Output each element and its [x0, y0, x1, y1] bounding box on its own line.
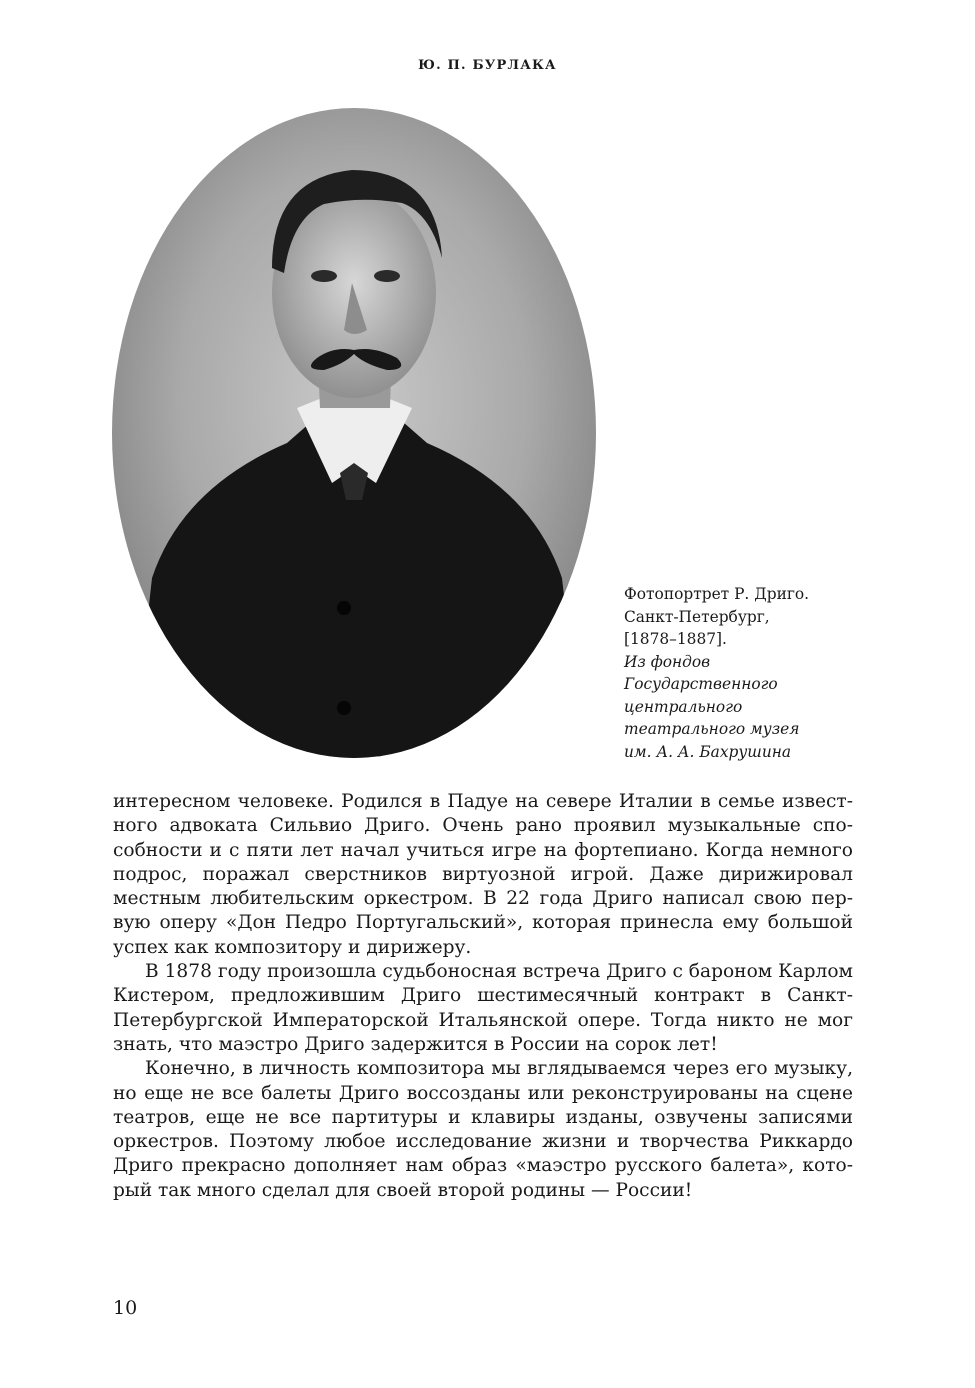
- caption-source-line: театрального музея: [624, 720, 800, 738]
- text-line: рый так много сделал для своей второй родины — России!: [113, 1179, 693, 1201]
- text-line: знать, что маэстро Дриго задержится в России на сорок лет!: [113, 1033, 718, 1055]
- text-line: собности и с пяти лет начал учиться игре на фортепиано. Когда немного: [113, 839, 853, 861]
- text-line: оркестров. Поэтому любое исследование жизни и творчества Риккардо: [113, 1131, 853, 1153]
- body-text: [113, 790, 853, 1203]
- text-line: интересном человеке. Родился в Падуе на севере Италии в семье извест-: [113, 791, 853, 812]
- text-line: В 1878 году произошла судьбоносная встреча Дриго с бароном Карлом: [145, 961, 853, 983]
- text-line: Дриго прекрасно дополняет нам образ «маэстро русского балета», кото-: [113, 1155, 853, 1177]
- page-number: 10: [113, 1297, 138, 1319]
- text-line: ного адвоката Сильвио Дриго. Очень рано проявил музыкальные спо-: [113, 815, 853, 837]
- caption-source-line: центрального: [624, 697, 743, 716]
- photo-caption: [624, 583, 884, 763]
- text-line: подрос, поражал сверстников виртуозной игрой. Даже дирижировал: [113, 863, 853, 885]
- paragraph-3: [113, 1057, 853, 1203]
- caption-line: Фотопортрет Р. Дриго.: [624, 585, 810, 603]
- text-line: Кистером, предложившим Дриго шестимесячный контракт в Санкт-: [113, 985, 853, 1007]
- text-line: театров, еще не все партитуры и клавиры изданы, озвучены записями: [113, 1106, 853, 1128]
- caption-source-line: Из фондов: [624, 652, 711, 671]
- caption-source-line: Государственного: [624, 675, 778, 693]
- text-line: вую оперу «Дон Педро Португальский», которая принесла ему большой: [113, 912, 853, 934]
- caption-line: [1878–1887].: [624, 630, 727, 648]
- paragraph-1: [113, 790, 853, 960]
- running-head: Ю. П. БУРЛАКА: [418, 58, 557, 73]
- caption-line: Санкт-Петербург,: [624, 607, 770, 626]
- caption-source-line: им. А. А. Бахрушина: [624, 742, 792, 761]
- text-line: Петербургской Императорской Итальянской опере. Тогда никто не мог: [113, 1009, 853, 1031]
- text-line: но еще не все балеты Дриго воссозданы или реконструированы на сцене: [113, 1082, 853, 1104]
- text-line: местным любительским оркестром. В 22 года Дриго написал свою пер-: [113, 888, 853, 910]
- text-line: Конечно, в личность композитора мы вглядываемся через его музыку,: [145, 1058, 853, 1080]
- portrait-photo: [112, 108, 596, 758]
- paragraph-2: [113, 960, 853, 1057]
- text-line: успех как композитору и дирижеру.: [113, 936, 472, 958]
